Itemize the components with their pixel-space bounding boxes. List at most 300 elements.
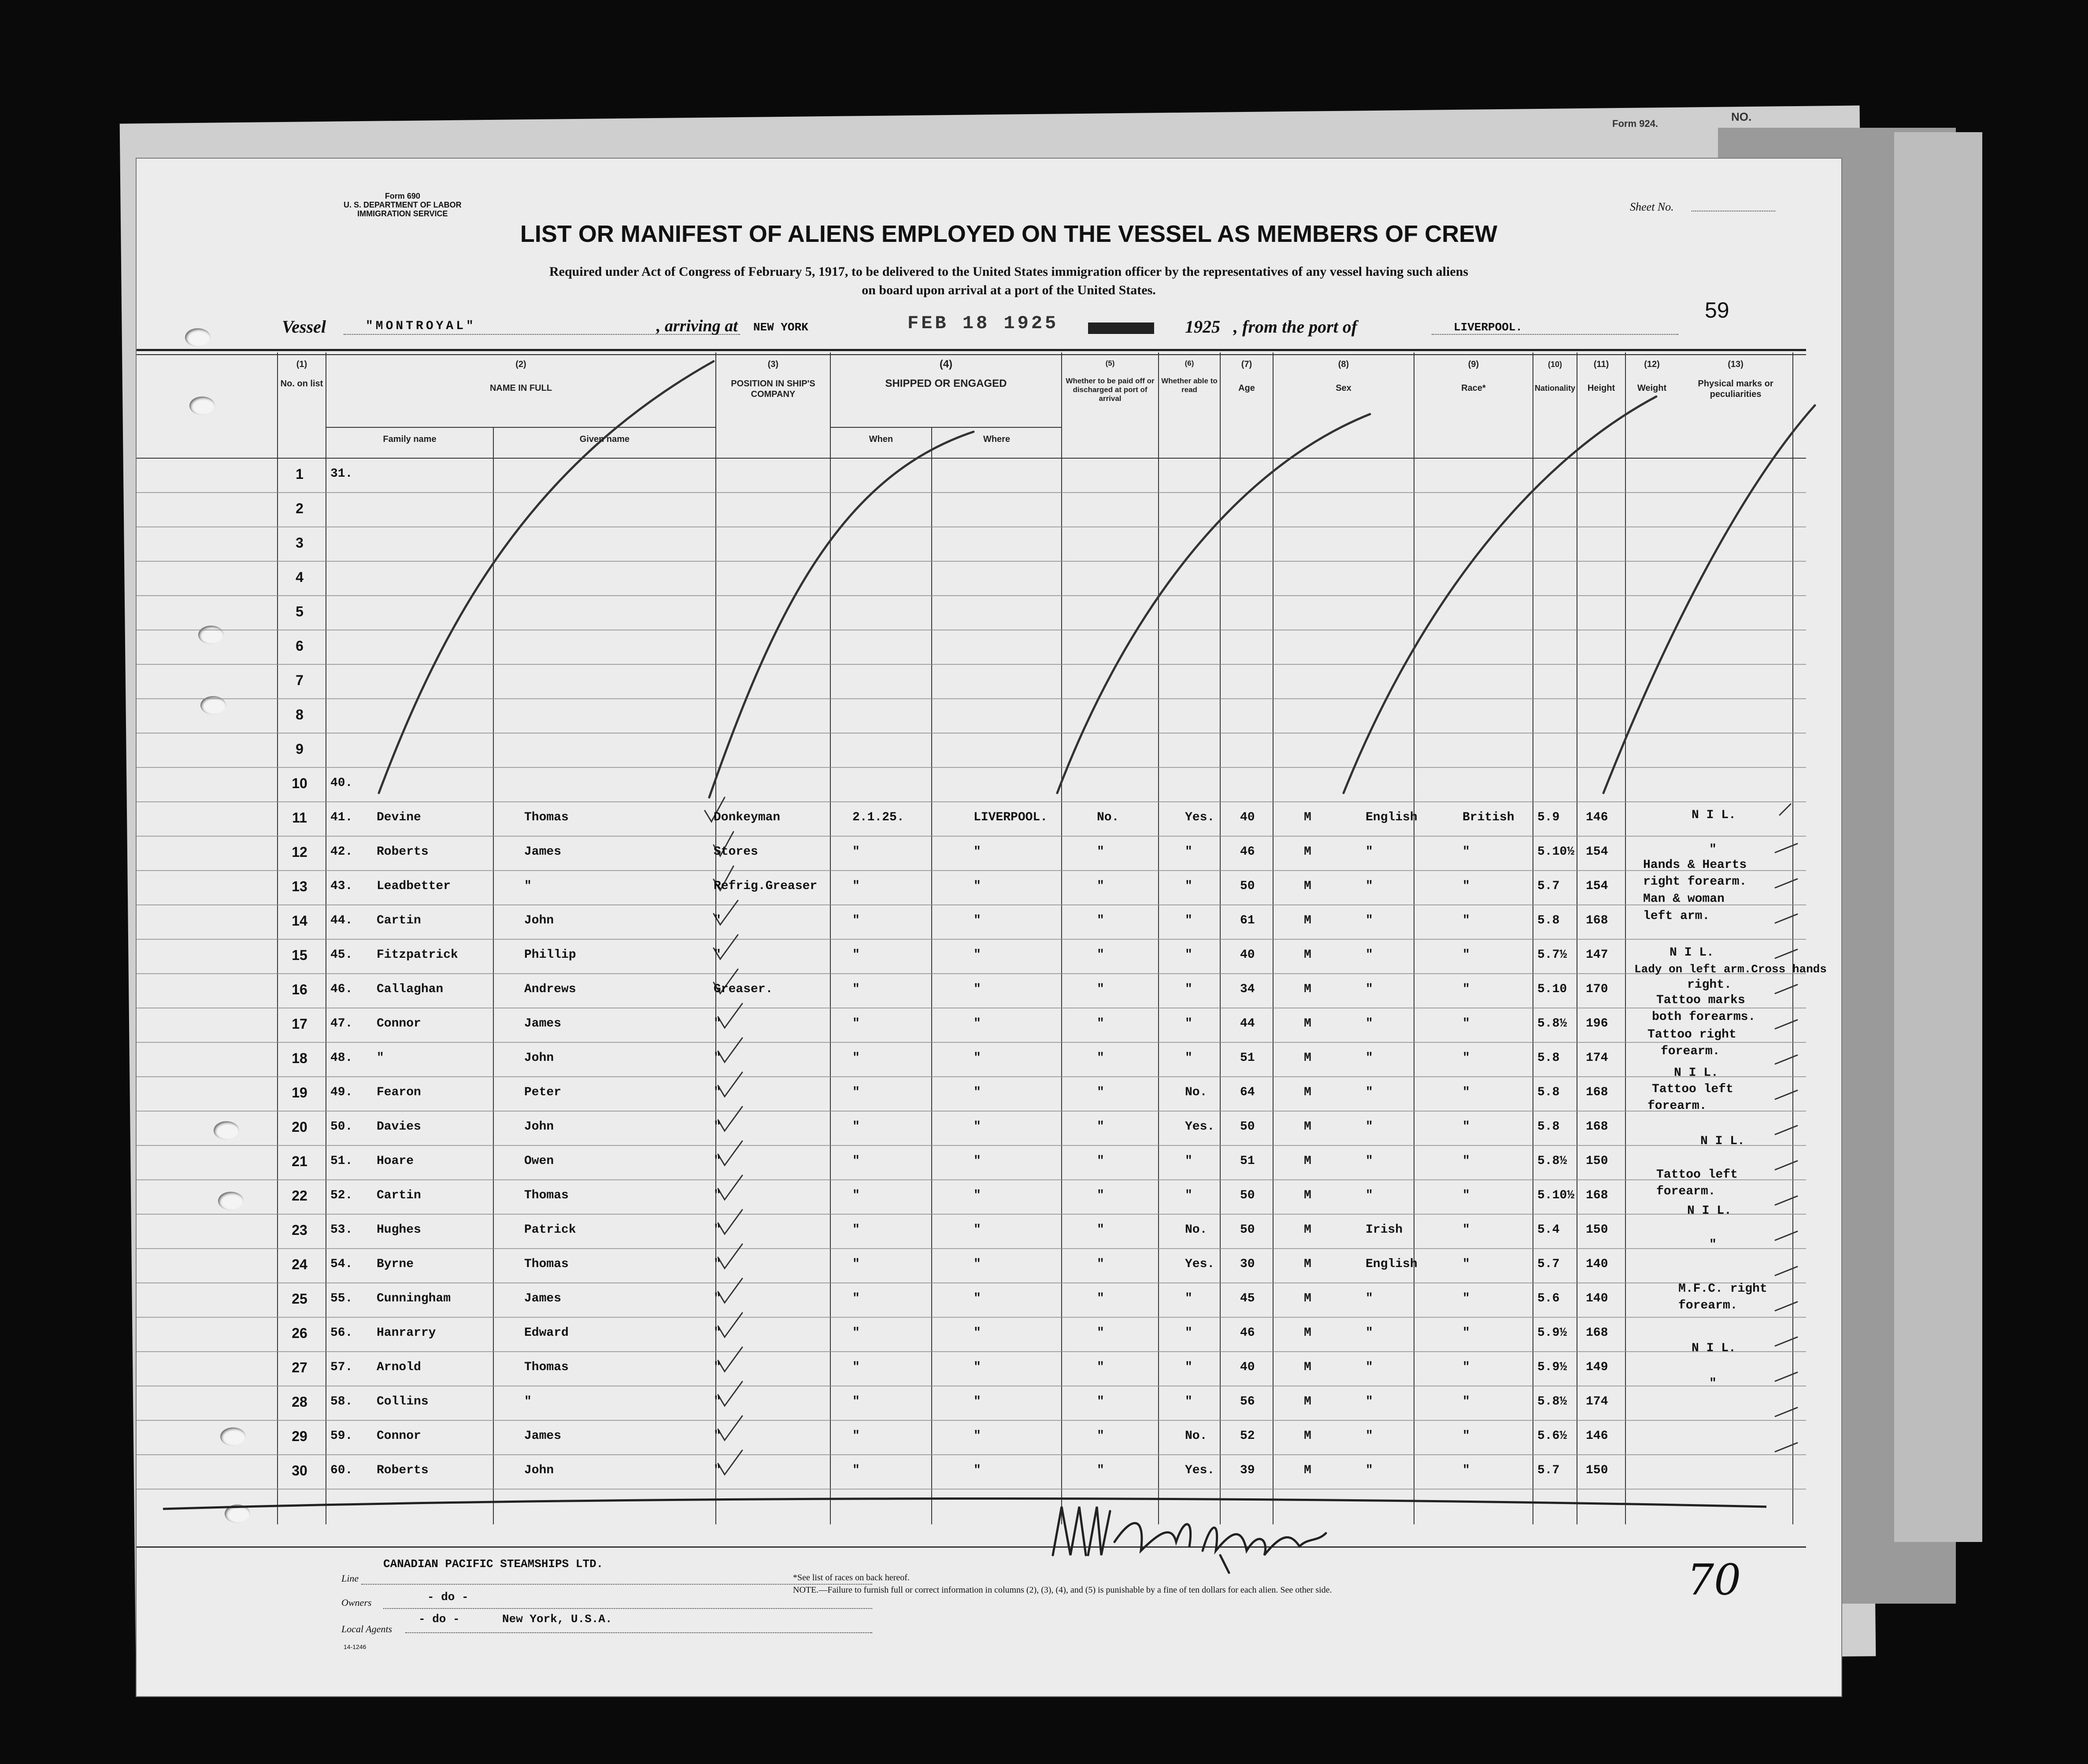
- footer-note-races: *See list of races on back hereof.: [793, 1573, 910, 1582]
- row-number: 23: [292, 1222, 307, 1238]
- able-to-read: Yes.: [1185, 811, 1215, 824]
- age: 40: [1240, 811, 1255, 824]
- shipped-where: ": [974, 1051, 981, 1065]
- shipped-where: ": [974, 1292, 981, 1305]
- table-row: [137, 630, 1806, 664]
- weight: 150: [1586, 1223, 1608, 1237]
- table-row: [137, 939, 1806, 974]
- table-row: [137, 905, 1806, 939]
- nationality: ": [1462, 1051, 1470, 1065]
- weight: 150: [1586, 1464, 1608, 1477]
- given-name: James: [524, 1429, 562, 1443]
- nationality: ": [1462, 1395, 1470, 1408]
- row-number: 15: [292, 947, 307, 963]
- height: 5.9½: [1537, 1326, 1567, 1340]
- col12-header: (12) Weight: [1637, 359, 1667, 393]
- family-name: Cunningham: [377, 1292, 451, 1305]
- when-header: When: [869, 434, 893, 444]
- physical-mark: N I L.: [1687, 1204, 1732, 1218]
- end-of-list-line: [163, 1498, 1766, 1509]
- physical-mark: N I L.: [1692, 808, 1736, 822]
- age: 39: [1240, 1464, 1255, 1477]
- nationality: ": [1462, 1429, 1470, 1443]
- col7-header: (7) Age: [1238, 359, 1255, 393]
- able-to-read: ": [1185, 982, 1192, 996]
- given-name: ": [524, 1395, 532, 1408]
- row-number: 24: [292, 1256, 307, 1272]
- col11-header: (11) Height: [1587, 359, 1615, 393]
- height: 5.10½: [1537, 845, 1575, 859]
- service-name: IMMIGRATION SERVICE: [357, 209, 448, 218]
- shipped-where: ": [974, 1360, 981, 1374]
- height: 5.7: [1537, 1257, 1560, 1271]
- nationality: ": [1462, 1326, 1470, 1340]
- row-number: 5: [296, 604, 304, 619]
- weight: 168: [1586, 1086, 1608, 1099]
- physical-mark: forearm.: [1678, 1299, 1738, 1312]
- shipped-when: ": [852, 1189, 860, 1202]
- shipped-where: ": [974, 1257, 981, 1271]
- shipped-when: ": [852, 845, 860, 859]
- given-name: Thomas: [524, 811, 569, 824]
- nationality: ": [1462, 1017, 1470, 1030]
- shipped-when: 2.1.25.: [852, 811, 904, 824]
- redacted-mark: [1088, 322, 1154, 334]
- table-row: [137, 1145, 1806, 1180]
- physical-mark: left arm.: [1643, 909, 1710, 923]
- crew-table-filled: [137, 802, 1806, 1489]
- footer-note-penalty: NOTE.—Failure to furnish full or correct information in columns (2), (3), (4), and (5) is punishable by a fine of ten dollars for each alien. See other side.: [793, 1585, 1332, 1595]
- able-to-read: No.: [1185, 1223, 1207, 1237]
- table-row: [137, 1386, 1806, 1420]
- physical-mark: right.: [1687, 978, 1732, 992]
- paid-off: No.: [1097, 811, 1119, 824]
- age: 50: [1240, 1189, 1255, 1202]
- shipped-when: ": [852, 1120, 860, 1134]
- shipped-where: ": [974, 948, 981, 962]
- col3-header: (3) POSITION IN SHIP'S COMPANY: [731, 359, 815, 399]
- subtitle-line-1: Required under Act of Congress of February 5, 1917, to be delivered to the United States immigration officer by the representatives of any vessel having such aliens: [549, 264, 1468, 279]
- age: 40: [1240, 948, 1255, 962]
- paid-off: ": [1097, 845, 1104, 859]
- family-name: Roberts: [377, 1464, 429, 1477]
- race: ": [1366, 879, 1373, 893]
- table-row: [137, 664, 1806, 699]
- position: ": [714, 1464, 721, 1477]
- weight: 140: [1586, 1257, 1608, 1271]
- age: 44: [1240, 1017, 1255, 1030]
- height: 5.7: [1537, 879, 1560, 893]
- race: ": [1366, 1292, 1373, 1305]
- weight: 168: [1586, 1189, 1608, 1202]
- position: Stores: [714, 845, 758, 859]
- height: 5.6: [1537, 1292, 1560, 1305]
- line-label: Line: [341, 1573, 359, 1584]
- race: ": [1366, 1464, 1373, 1477]
- row-number: 4: [296, 569, 304, 585]
- age: 64: [1240, 1086, 1255, 1099]
- family-name: Cartin: [377, 1189, 421, 1202]
- position: ": [714, 948, 721, 962]
- physical-mark: Tattoo left: [1652, 1082, 1733, 1096]
- shipped-where: ": [974, 845, 981, 859]
- row-number: 6: [296, 638, 304, 654]
- table-row: [137, 1283, 1806, 1317]
- given-name: Patrick: [524, 1223, 576, 1237]
- shipped-where: ": [974, 1429, 981, 1443]
- able-to-read: ": [1185, 1326, 1192, 1340]
- age: 30: [1240, 1257, 1255, 1271]
- arriving-port: NEW YORK: [753, 321, 808, 334]
- page-title: LIST OR MANIFEST OF ALIENS EMPLOYED ON THE VESSEL AS MEMBERS OF CREW: [520, 221, 1498, 247]
- able-to-read: ": [1185, 1395, 1192, 1408]
- col8-header: (8) Sex: [1336, 359, 1351, 393]
- paid-off: ": [1097, 1292, 1104, 1305]
- punch-hole: [185, 328, 211, 347]
- physical-mark: Tattoo right: [1647, 1028, 1736, 1041]
- list-number: 44.: [330, 914, 353, 927]
- weight: 147: [1586, 948, 1608, 962]
- sex: M: [1304, 1429, 1311, 1443]
- weight: 168: [1586, 1326, 1608, 1340]
- shipped-where: ": [974, 1120, 981, 1134]
- list-number: 46.: [330, 982, 353, 996]
- given-name: James: [524, 1292, 562, 1305]
- height: 5.8: [1537, 1051, 1560, 1065]
- row-number: 28: [292, 1394, 307, 1410]
- list-number: 43.: [330, 879, 353, 893]
- row-number: 13: [292, 878, 307, 894]
- form-header-block: [344, 192, 462, 218]
- age: 51: [1240, 1154, 1255, 1168]
- table-row: [137, 1008, 1806, 1042]
- physical-mark: ": [1709, 1377, 1717, 1390]
- shipped-where: ": [974, 879, 981, 893]
- paid-off: ": [1097, 1120, 1104, 1134]
- row-number: 14: [292, 913, 307, 929]
- age: 46: [1240, 845, 1255, 859]
- row-number: 12: [292, 844, 307, 860]
- arriving-label: , arriving at: [656, 317, 738, 335]
- able-to-read: Yes.: [1185, 1257, 1215, 1271]
- list-number: 31.: [330, 467, 353, 481]
- physical-mark: Lady on left arm.Cross hands: [1634, 963, 1827, 976]
- position: ": [714, 1154, 721, 1168]
- row-number: 8: [296, 707, 304, 723]
- owners-underline: [383, 1608, 872, 1609]
- physical-marks-column: [1634, 808, 1827, 1496]
- family-name: Collins: [377, 1395, 429, 1408]
- table-row: [137, 561, 1806, 596]
- physical-mark: ": [1709, 843, 1717, 856]
- shipped-where: ": [974, 1086, 981, 1099]
- shipped-when: ": [852, 1464, 860, 1477]
- given-name: John: [524, 1120, 554, 1134]
- col13-header: (13) Physical marks or peculiarities: [1698, 359, 1773, 399]
- table-row: [137, 733, 1806, 767]
- family-name: Davies: [377, 1120, 421, 1134]
- shipped-when: ": [852, 1154, 860, 1168]
- weight: 168: [1586, 1120, 1608, 1134]
- physical-mark: forearm.: [1647, 1099, 1707, 1113]
- race: ": [1366, 1154, 1373, 1168]
- row-number: 26: [292, 1325, 307, 1341]
- page-number: 59: [1705, 298, 1729, 322]
- footer-rule: [137, 1546, 1806, 1548]
- able-to-read: ": [1185, 1292, 1192, 1305]
- row-number: 3: [296, 535, 304, 551]
- race: ": [1366, 845, 1373, 859]
- age: 50: [1240, 879, 1255, 893]
- able-to-read: ": [1185, 879, 1192, 893]
- row-number: 21: [292, 1153, 307, 1169]
- row-number: 11: [292, 810, 307, 826]
- agents-value: - do -: [418, 1612, 460, 1626]
- table-row: [137, 1180, 1806, 1214]
- list-number: 41.: [330, 811, 353, 824]
- able-to-read: ": [1185, 1051, 1192, 1065]
- row-number: 20: [292, 1119, 307, 1135]
- height: 5.7½: [1537, 948, 1567, 962]
- race: ": [1366, 1395, 1373, 1408]
- given-name: James: [524, 1017, 562, 1030]
- sex: M: [1304, 1120, 1311, 1134]
- physical-mark: N I L.: [1674, 1066, 1718, 1080]
- weight: 196: [1586, 1017, 1608, 1030]
- shipped-when: ": [852, 1395, 860, 1408]
- table-row: [137, 1077, 1806, 1111]
- given-name: John: [524, 1051, 554, 1065]
- given-name: ": [524, 879, 532, 893]
- family-name: Byrne: [377, 1257, 414, 1271]
- weight: 174: [1586, 1051, 1608, 1065]
- weight: 146: [1586, 1429, 1608, 1443]
- able-to-read: ": [1185, 1017, 1192, 1030]
- age: 34: [1240, 982, 1255, 996]
- shipped-where: ": [974, 1154, 981, 1168]
- col10-header: (10) Nationality: [1534, 360, 1575, 393]
- race: ": [1366, 1326, 1373, 1340]
- row-number: 9: [296, 741, 304, 757]
- shipped-where: ": [974, 1326, 981, 1340]
- physical-mark: forearm.: [1656, 1185, 1716, 1198]
- list-number: 42.: [330, 845, 353, 859]
- shipped-when: ": [852, 1326, 860, 1340]
- weight: 154: [1586, 845, 1608, 859]
- shipped-when: ": [852, 982, 860, 996]
- age: 45: [1240, 1292, 1255, 1305]
- sex: M: [1304, 1223, 1311, 1237]
- family-name: Roberts: [377, 845, 429, 859]
- able-to-read: No.: [1185, 1429, 1207, 1443]
- race: ": [1366, 1017, 1373, 1030]
- family-name: Hanrarry: [377, 1326, 436, 1340]
- paid-off: ": [1097, 1223, 1104, 1237]
- list-number: 55.: [330, 1292, 353, 1305]
- race: Irish: [1366, 1223, 1403, 1237]
- family-name: Hoare: [377, 1154, 414, 1168]
- weight: 150: [1586, 1154, 1608, 1168]
- race: ": [1366, 1189, 1373, 1202]
- col9-header: (9) Race*: [1461, 359, 1486, 393]
- row-number: 1: [296, 466, 304, 482]
- row-number: 19: [292, 1085, 307, 1101]
- physical-mark: M.F.C. right: [1678, 1282, 1767, 1296]
- table-row: [137, 1214, 1806, 1249]
- weight: 170: [1586, 982, 1608, 996]
- sex: M: [1304, 914, 1311, 927]
- race: ": [1366, 1360, 1373, 1374]
- nationality: ": [1462, 948, 1470, 962]
- race: English: [1366, 1257, 1418, 1271]
- nationality: ": [1462, 1223, 1470, 1237]
- no-label-back: NO.: [1731, 110, 1752, 123]
- nationality: ": [1462, 914, 1470, 927]
- nationality: ": [1462, 1189, 1470, 1202]
- table-row: [137, 458, 1806, 493]
- physical-mark: N I L.: [1670, 946, 1714, 960]
- sex: M: [1304, 1154, 1311, 1168]
- physical-mark: N I L.: [1700, 1134, 1745, 1148]
- family-name: ": [377, 1051, 384, 1065]
- paid-off: ": [1097, 948, 1104, 962]
- sex: M: [1304, 1017, 1311, 1030]
- col1-header: (1) No. on list: [280, 359, 323, 389]
- row-number: 29: [292, 1428, 307, 1444]
- row-number: 18: [292, 1050, 307, 1066]
- list-number: 47.: [330, 1017, 353, 1030]
- physical-mark: forearm.: [1661, 1045, 1720, 1058]
- form-number: Form 690: [385, 192, 420, 200]
- able-to-read: ": [1185, 948, 1192, 962]
- given-name: Owen: [524, 1154, 554, 1168]
- nationality: ": [1462, 1257, 1470, 1271]
- paid-off: ": [1097, 1360, 1104, 1374]
- sex: M: [1304, 1257, 1311, 1271]
- shipped-when: ": [852, 1223, 860, 1237]
- height: 5.8½: [1537, 1395, 1567, 1408]
- sex: M: [1304, 1360, 1311, 1374]
- race: ": [1366, 1086, 1373, 1099]
- family-name: Hughes: [377, 1223, 421, 1237]
- table-row: [137, 596, 1806, 630]
- vessel-name: "MONTROYAL": [366, 319, 476, 333]
- table-row: [137, 767, 1806, 802]
- line-underline: [361, 1584, 872, 1585]
- sex: M: [1304, 982, 1311, 996]
- sex: M: [1304, 1189, 1311, 1202]
- height: 5.9: [1537, 811, 1560, 824]
- able-to-read: Yes.: [1185, 1120, 1215, 1134]
- table-row: [137, 974, 1806, 1008]
- position: ": [714, 914, 721, 927]
- list-number: 59.: [330, 1429, 353, 1443]
- agents-city: New York, U.S.A.: [502, 1612, 612, 1626]
- shipped-when: ": [852, 1257, 860, 1271]
- sex: M: [1304, 879, 1311, 893]
- given-name: Thomas: [524, 1257, 569, 1271]
- physical-mark: ": [1709, 1238, 1717, 1252]
- height: 5.10½: [1537, 1189, 1575, 1202]
- col2-header: (2) NAME IN FULL: [489, 359, 552, 393]
- age: 46: [1240, 1326, 1255, 1340]
- list-number: 53.: [330, 1223, 353, 1237]
- position: ": [714, 1120, 721, 1134]
- able-to-read: ": [1185, 1154, 1192, 1168]
- height: 5.10: [1537, 982, 1567, 996]
- shipped-where: ": [974, 1223, 981, 1237]
- physical-mark: Hands & Hearts: [1643, 858, 1747, 872]
- paid-off: ": [1097, 1154, 1104, 1168]
- able-to-read: ": [1185, 1360, 1192, 1374]
- col6-header: (6) Whether able to read: [1161, 359, 1218, 394]
- form-code: 14-1246: [344, 1643, 367, 1650]
- height: 5.8: [1537, 914, 1560, 927]
- paid-off: ": [1097, 982, 1104, 996]
- nationality: ": [1462, 1086, 1470, 1099]
- nationality: ": [1462, 845, 1470, 859]
- height: 5.7: [1537, 1464, 1560, 1477]
- family-name-header: Family name: [383, 434, 437, 444]
- age: 40: [1240, 1360, 1255, 1374]
- sex: M: [1304, 811, 1311, 824]
- height: 5.4: [1537, 1223, 1560, 1237]
- handwritten-number: 70: [1687, 1555, 1741, 1605]
- shipped-when: ": [852, 879, 860, 893]
- paid-off: ": [1097, 879, 1104, 893]
- race: ": [1366, 1051, 1373, 1065]
- age: 56: [1240, 1395, 1255, 1408]
- shipped-where: ": [974, 1017, 981, 1030]
- position: ": [714, 1051, 721, 1065]
- position: Refrig.Greaser: [714, 879, 818, 893]
- paid-off: ": [1097, 1257, 1104, 1271]
- row-number: 16: [292, 982, 307, 997]
- vessel-label: Vessel: [282, 317, 326, 337]
- family-name: Fitzpatrick: [377, 948, 458, 962]
- list-number: 54.: [330, 1257, 353, 1271]
- subtitle-line-2: on board upon arrival at a port of the United States.: [862, 283, 1156, 297]
- table-row: [137, 1352, 1806, 1386]
- position: ": [714, 1223, 721, 1237]
- paid-off: ": [1097, 1086, 1104, 1099]
- family-name: Cartin: [377, 914, 421, 927]
- row-number: 30: [292, 1463, 307, 1479]
- height: 5.6½: [1537, 1429, 1567, 1443]
- nationality: ": [1462, 879, 1470, 893]
- sex: M: [1304, 845, 1311, 859]
- position: ": [714, 1395, 721, 1408]
- family-name: Devine: [377, 811, 421, 824]
- officer-signature: [1044, 1489, 1405, 1577]
- height: 5.8½: [1537, 1154, 1567, 1168]
- nationality: ": [1462, 1292, 1470, 1305]
- age: 50: [1240, 1120, 1255, 1134]
- family-name: Connor: [377, 1017, 421, 1030]
- family-name: Fearon: [377, 1086, 421, 1099]
- race: ": [1366, 1120, 1373, 1134]
- sex: M: [1304, 1395, 1311, 1408]
- paid-off: ": [1097, 1017, 1104, 1030]
- race: ": [1366, 914, 1373, 927]
- given-name: John: [524, 914, 554, 927]
- shipped-when: ": [852, 1429, 860, 1443]
- position: ": [714, 1257, 721, 1271]
- sex: M: [1304, 1464, 1311, 1477]
- height: 5.8: [1537, 1120, 1560, 1134]
- nationality: ": [1462, 982, 1470, 996]
- sex: M: [1304, 948, 1311, 962]
